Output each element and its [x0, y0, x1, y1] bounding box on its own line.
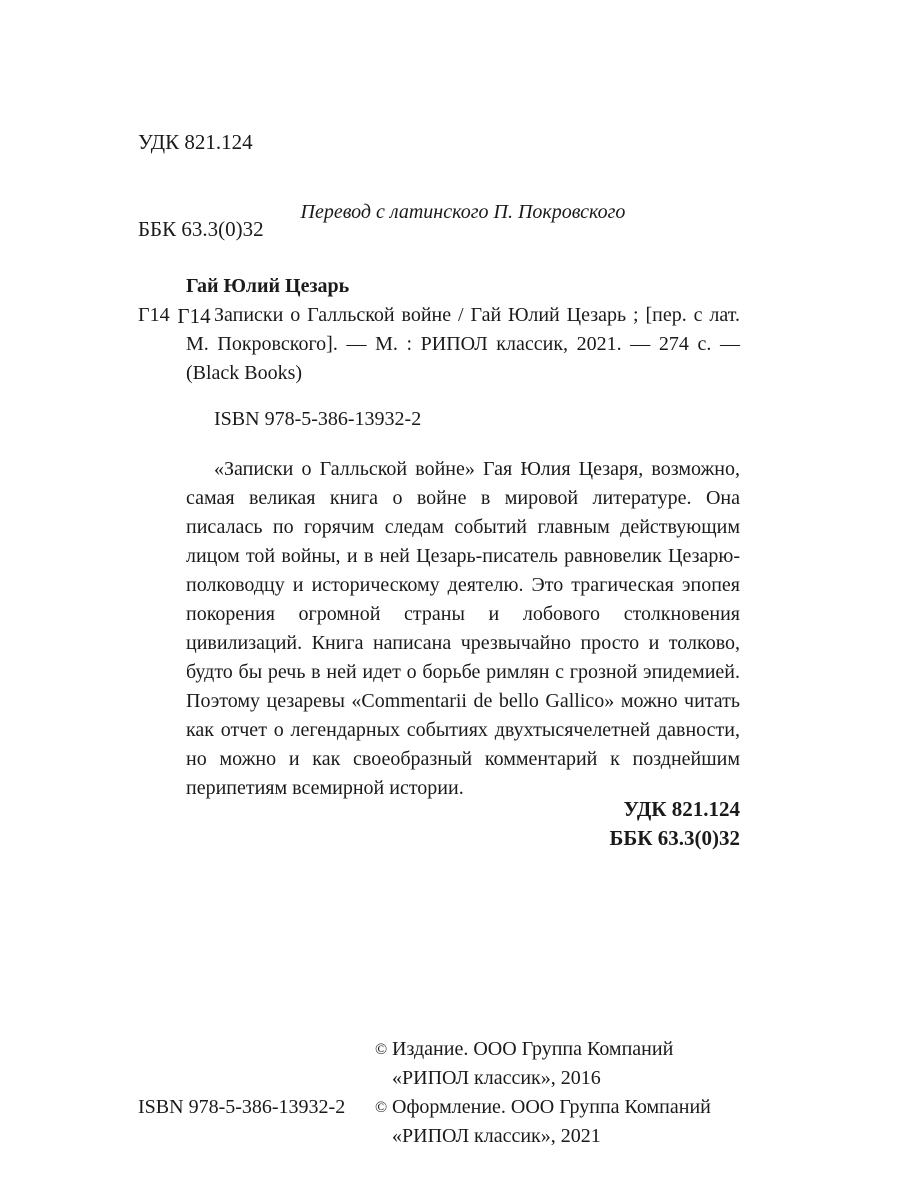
biblio-sign: Г14: [138, 304, 170, 326]
bbk-code: ББК 63.3(0)32: [138, 217, 264, 241]
bibliographic-record: [138, 272, 740, 434]
copyright-entry: [375, 1093, 755, 1151]
classification-repeat-block: [340, 795, 740, 853]
translator-credit: Перевод с латинского П. Покровского: [300, 201, 626, 223]
copyright-icon: ©: [375, 1099, 388, 1116]
copyright-icon: ©: [375, 1041, 388, 1058]
annotation-paragraph: «Записки о Галльской войне» Гая Юлия Цезаря, возможно, самая великая книга о войне в мировой литературе. Она писалась по горячим следам событий главным действующим лицом той войны, и в ней Цезарь-писатель равновелик Цезарю-полководцу и историческому деятелю. Это трагическая эпопея покорения огромной страны и лобового столкновения цивилизаций. Книга написана чрезвычайно просто и толково, будто бы речь в ней идет о борьбе римлян с грозной эпидемией. Поэтому цезаревы «Commentarii de bello Gallico» можно читать как отчет о легендарных событиях двухтысячелетней давности, но можно и как своеобразный комментарий к позднейшим перипетиям всемирной истории.: [186, 458, 740, 799]
copyright-entry-line1: Оформление. ООО Группа Компаний: [392, 1096, 711, 1118]
copyright-entry: [375, 1035, 755, 1093]
biblio-isbn: ISBN 978-5-386-13932-2: [214, 408, 422, 430]
bbk-code-repeat: ББК 63.3(0)32: [609, 826, 740, 850]
biblio-body: [138, 301, 740, 388]
copyright-entry-line2: «РИПОЛ классик», 2016: [392, 1067, 601, 1089]
udk-code-repeat: УДК 821.124: [623, 797, 740, 821]
biblio-description: Записки о Галльской войне / Гай Юлий Цезарь ; [пер. с лат. М. Покровского]. — М. : РИПОЛ классик, 2021. — 274 с. — (Black Books): [186, 304, 740, 384]
isbn-footer: ISBN 978-5-386-13932-2: [138, 1096, 346, 1118]
biblio-author: Гай Юлий Цезарь: [186, 275, 350, 297]
copyright-entry-line2: «РИПОЛ классик», 2021: [392, 1125, 601, 1147]
copyright-block: [375, 1035, 755, 1151]
author-sign-code: Г14: [177, 304, 211, 328]
copyright-entry-line1: Издание. ООО Группа Компаний: [392, 1038, 674, 1060]
udk-code: УДК 821.124: [138, 130, 253, 154]
